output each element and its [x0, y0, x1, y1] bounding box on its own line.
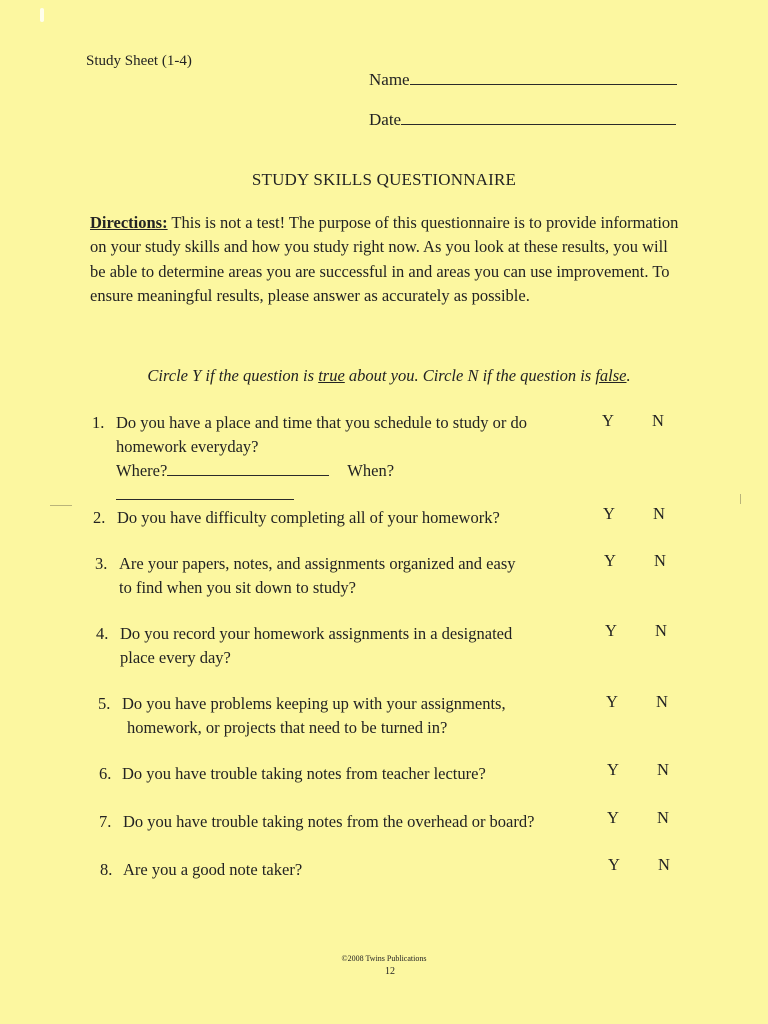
question-1 [92, 411, 572, 507]
yes-option[interactable]: Y [606, 692, 618, 711]
instruction-part1: Circle Y if the question is [147, 366, 319, 385]
date-label: Date [369, 110, 402, 129]
page-number: 12 [385, 966, 395, 977]
question-number: 6. [99, 764, 112, 783]
date-field[interactable] [369, 110, 676, 130]
instruction-part2: about you. Circle N if the question is [344, 366, 596, 385]
scan-mark [40, 8, 44, 22]
question-text: Do you record your homework assignments in a designated [120, 624, 513, 643]
question-2 [93, 506, 500, 530]
directions-heading: Directions: [90, 213, 168, 232]
question-text: Are you a good note taker? [123, 860, 303, 879]
question-text-continued: place every day? [120, 648, 231, 667]
yes-option[interactable]: Y [603, 504, 615, 523]
no-option[interactable]: N [657, 760, 669, 779]
name-input-line[interactable] [410, 72, 677, 85]
yes-option[interactable]: Y [608, 855, 620, 874]
question-text-continued: homework everyday? [116, 437, 259, 456]
instruction-true-word: true [318, 366, 345, 385]
when-input-line[interactable] [116, 487, 294, 500]
directions-paragraph [90, 211, 680, 308]
question-number: 1. [92, 413, 105, 432]
question-number: 2. [93, 508, 106, 527]
question-number: 3. [95, 554, 108, 573]
question-8 [100, 858, 302, 882]
question-number: 7. [99, 812, 112, 831]
scan-mark [50, 505, 72, 506]
no-option[interactable]: N [655, 621, 667, 640]
sheet-label: Study Sheet (1-4) [86, 53, 192, 69]
question-text: Do you have a place and time that you schedule to study or do [116, 413, 528, 432]
instruction-part3: . [626, 366, 631, 385]
name-field[interactable] [369, 70, 677, 90]
question-5 [98, 692, 506, 740]
directions-text: This is not a test! The purpose of this questionnaire is to provide information on your study skills and how you study right now. As you look at these results, you will be able to determine areas you are successful in and areas you can use improvement. To ensure meaningful results, please answer as accurately as possible. [90, 213, 679, 305]
question-text: Do you have problems keeping up with your assignments, [122, 694, 506, 713]
no-option[interactable]: N [658, 855, 670, 874]
where-label: Where? [116, 461, 168, 480]
yes-option[interactable]: Y [602, 411, 614, 430]
question-number: 8. [100, 860, 113, 879]
no-option[interactable]: N [657, 808, 669, 827]
when-label: When? [347, 461, 395, 480]
scan-mark [740, 494, 741, 504]
question-number: 5. [98, 694, 111, 713]
page-title: STUDY SKILLS QUESTIONNAIRE [251, 170, 517, 189]
question-text: Do you have trouble taking notes from teacher lecture? [122, 764, 486, 783]
no-option[interactable]: N [656, 692, 668, 711]
yes-option[interactable]: Y [607, 760, 619, 779]
copyright-notice: ©2008 Twins Publications [341, 954, 427, 963]
name-label: Name [369, 70, 410, 89]
instruction-false-word: false [595, 366, 627, 385]
date-input-line[interactable] [401, 112, 676, 125]
no-option[interactable]: N [653, 504, 665, 523]
question-text: Do you have difficulty completing all of your homework? [117, 508, 500, 527]
yes-option[interactable]: Y [604, 551, 616, 570]
instruction-line [0, 366, 768, 386]
question-text: Do you have trouble taking notes from the overhead or board? [123, 812, 535, 831]
question-number: 4. [96, 624, 109, 643]
yes-option[interactable]: Y [605, 621, 617, 640]
question-text: Are your papers, notes, and assignments organized and easy [119, 554, 516, 573]
where-input-line[interactable] [167, 463, 329, 476]
where-when-row [116, 459, 572, 507]
question-text-continued: to find when you sit down to study? [119, 578, 356, 597]
question-text-continued: homework, or projects that need to be turned in? [127, 718, 448, 737]
no-option[interactable]: N [652, 411, 664, 430]
question-4 [96, 622, 512, 670]
question-6 [99, 762, 486, 786]
question-7 [99, 810, 534, 834]
yes-option[interactable]: Y [607, 808, 619, 827]
no-option[interactable]: N [654, 551, 666, 570]
question-3 [95, 552, 516, 600]
